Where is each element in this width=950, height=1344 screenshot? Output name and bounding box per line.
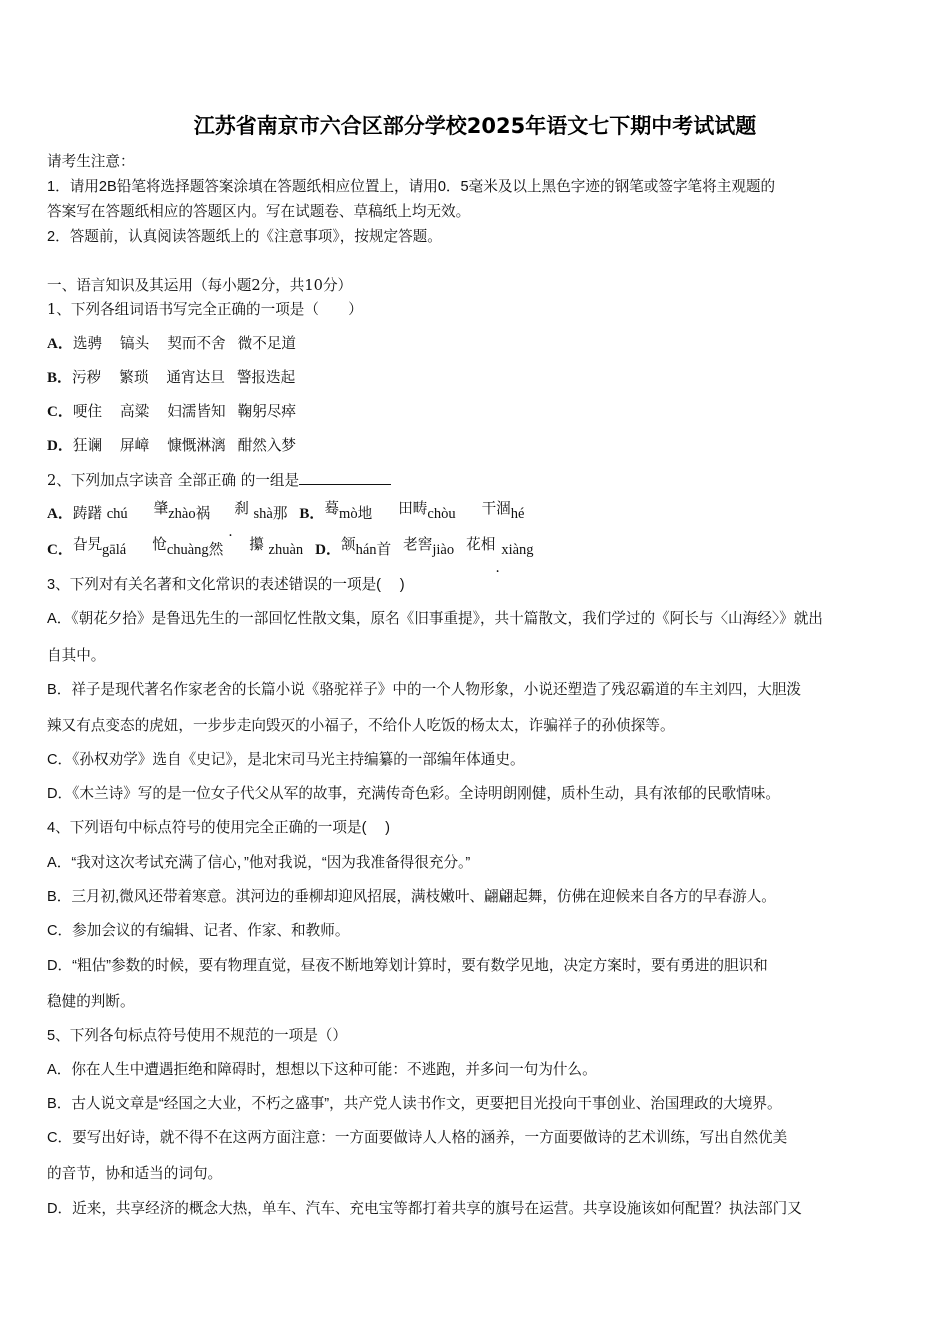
notice-heading: 请考生注意： <box>47 154 135 170</box>
word: 镐头 <box>120 335 150 352</box>
word: 选骋 <box>72 335 103 352</box>
option-label: D． <box>315 542 342 558</box>
word: 通宵达旦 <box>166 369 225 386</box>
question-2-row-2 <box>47 536 534 560</box>
dotted-char: 蓦 <box>324 500 340 517</box>
question-4-option-d: D．“粗估”参数的时候，要有物理直觉，昼夜不断地筹划计算时，要有数学见地，决定方案时，要有勇进的胆识和 <box>47 958 768 974</box>
pinyin: chòu <box>427 506 456 522</box>
question-1-option-a <box>47 334 296 354</box>
question-3-option-a-cont: 自其中。 <box>47 648 106 664</box>
word: 老窖 <box>403 536 433 553</box>
word: 微不足道 <box>237 335 297 352</box>
pinyin: chuàng <box>166 542 209 558</box>
question-4-stem: 4、下列语句中标点符号的使用完全正确的一项是( ) <box>47 820 390 836</box>
word: 鞠躬尽瘁 <box>237 403 297 420</box>
pinyin: chú <box>106 506 128 522</box>
pinyin: hán <box>355 542 377 558</box>
notice-item-2: 2．答题前，认真阅读答题纸上的《注意事项》，按规定答题。 <box>47 229 442 245</box>
word: 那 <box>272 505 288 522</box>
stem-text: 的一组是 <box>240 472 300 489</box>
pinyin: mò <box>339 506 358 522</box>
pinyin: shà <box>253 506 273 522</box>
question-1-option-c <box>47 402 296 422</box>
word: 踌躇 <box>72 505 103 522</box>
word: 高粱 <box>120 403 150 420</box>
word: 警报迭起 <box>236 369 296 386</box>
stem-text: 2、下列加点字读音 <box>47 472 174 489</box>
word: 酣然入梦 <box>237 437 297 454</box>
word: 狂谰 <box>72 437 103 454</box>
dotted-char: 颔 <box>341 536 356 553</box>
pinyin: xiàng <box>501 542 534 558</box>
word: 花相 <box>466 536 496 553</box>
word: 契而不舍 <box>167 335 226 352</box>
page-title: 江苏省南京市六合区部分学校2025年语文七下期中考试试题 <box>193 114 757 138</box>
pinyin: gālá <box>102 542 127 558</box>
question-3-stem: 3、下列对有关名著和文化常识的表述错误的一项是( ) <box>47 577 405 593</box>
word: 然 <box>208 541 224 558</box>
question-4-option-a: A．“我对这次考试充满了信心，”他对我说，“因为我准备得很充分。” <box>47 855 471 871</box>
question-1-option-b <box>47 368 295 388</box>
notice-item-1-cont: 答案写在答题纸相应的答题区内。写在试题卷、草稿纸上均无效。 <box>47 204 471 220</box>
question-4-option-b: B．三月初,微风还带着寒意。淇河边的垂柳却迎风招展，满枝嫩叶、翩翩起舞，仿佛在迎候来自各方的早春游人。 <box>47 889 776 905</box>
question-5-option-a: A．你在人生中遭遇拒绝和障碍时，想想以下这种可能：不逃跑，并多问一句为什么。 <box>47 1062 597 1078</box>
question-4-option-c: C．参加会议的有编辑、记者、作家、和教师。 <box>47 923 350 939</box>
notice-item-1: 1．请用2B铅笔将选择题答案涂填在答题纸相应位置上，请用0．5毫米及以上黑色字迹的钢笔或签字笔将主观题的 <box>47 179 776 195</box>
word: 妇濡皆知 <box>167 403 226 420</box>
question-1-option-d <box>47 436 296 456</box>
pinyin: zhào <box>168 506 196 522</box>
question-2-stem <box>47 470 391 491</box>
question-5-option-d: D．近来，共享经济的概念大热，单车、汽车、充电宝等都打着共享的旗号在运营。共享设施该如何配置？执法部门又 <box>47 1201 802 1217</box>
word: 干涸 <box>481 500 511 517</box>
option-label: C． <box>47 404 73 420</box>
question-4-option-d-cont: 稳健的判断。 <box>47 994 135 1010</box>
question-3-option-b: B．祥子是现代著名作家老舍的长篇小说《骆驼祥子》中的一个人物形象，小说还塑造了残忍霸道的车主刘四，大胆泼 <box>47 682 802 698</box>
word: 污秽 <box>72 369 102 386</box>
word: 祸 <box>195 505 211 522</box>
pinyin: hé <box>510 506 525 522</box>
question-1-stem: 1、下列各组词语书写完全正确的一项是（ ） <box>47 301 363 318</box>
option-label: C． <box>47 542 73 558</box>
question-5-option-c: C．要写出好诗，就不得不在这两方面注意：一方面要做诗人人格的涵养，一方面要做诗的艺术训练，写出自然优美 <box>47 1130 788 1146</box>
word: 屏嶂 <box>120 437 150 454</box>
stem-emphasis: 全部正确 <box>177 472 237 489</box>
question-5-option-b: B．古人说文章是“经国之大业，不朽之盛事”，共产党人读书作文，更要把目光投向干事创业、治国理政的大境界。 <box>47 1096 782 1112</box>
option-label: B． <box>299 506 325 522</box>
option-label: A． <box>47 506 73 522</box>
question-3-option-b-cont: 辣又有点变态的虎妞，一步步走向毁灭的小福子，不给仆人吃饭的杨太太，诈骗祥子的孙侦探等。 <box>47 718 675 734</box>
question-3-option-d: D．《木兰诗》写的是一位女子代父从军的故事，充满传奇色彩。全诗明朗刚健，质朴生动，具有浓郁的民歌情味。 <box>47 786 780 802</box>
word: 首 <box>376 541 392 558</box>
pinyin: jiào <box>432 542 455 558</box>
dotted-char: 刹 <box>234 500 249 517</box>
word: 旮旯 <box>72 536 103 553</box>
question-5-stem: 5、下列各句标点符号使用不规范的一项是（） <box>47 1028 347 1044</box>
option-label: B． <box>47 370 73 386</box>
option-label: A． <box>47 336 73 352</box>
question-2-row-1 <box>47 500 525 524</box>
word: 哽住 <box>72 403 103 420</box>
option-label: D． <box>47 438 73 454</box>
word: 慷慨淋漓 <box>167 437 226 454</box>
word: 田畴 <box>398 500 428 517</box>
question-3-option-c: C．《孙权劝学》选自《史记》，是北宋司马光主持编纂的一部编年体通史。 <box>47 752 525 768</box>
dotted-char: 肇 <box>153 500 169 517</box>
word: 繁琐 <box>119 369 149 386</box>
section-heading: 一、语言知识及其运用（每小题2分，共10分） <box>47 277 353 294</box>
word: 地 <box>357 505 373 522</box>
dotted-char: 攥 <box>249 536 264 553</box>
question-5-option-c-cont: 的音节，协和适当的词句。 <box>47 1166 223 1182</box>
pinyin: zhuàn <box>268 542 304 558</box>
question-3-option-a: A．《朝花夕拾》是鲁迅先生的一部回忆性散文集，原名《旧事重提》，共十篇散文，我们学过的《阿长与〈山海经〉》就出 <box>47 611 823 627</box>
dotted-char: 怆 <box>152 536 167 553</box>
answer-blank[interactable] <box>299 470 391 485</box>
